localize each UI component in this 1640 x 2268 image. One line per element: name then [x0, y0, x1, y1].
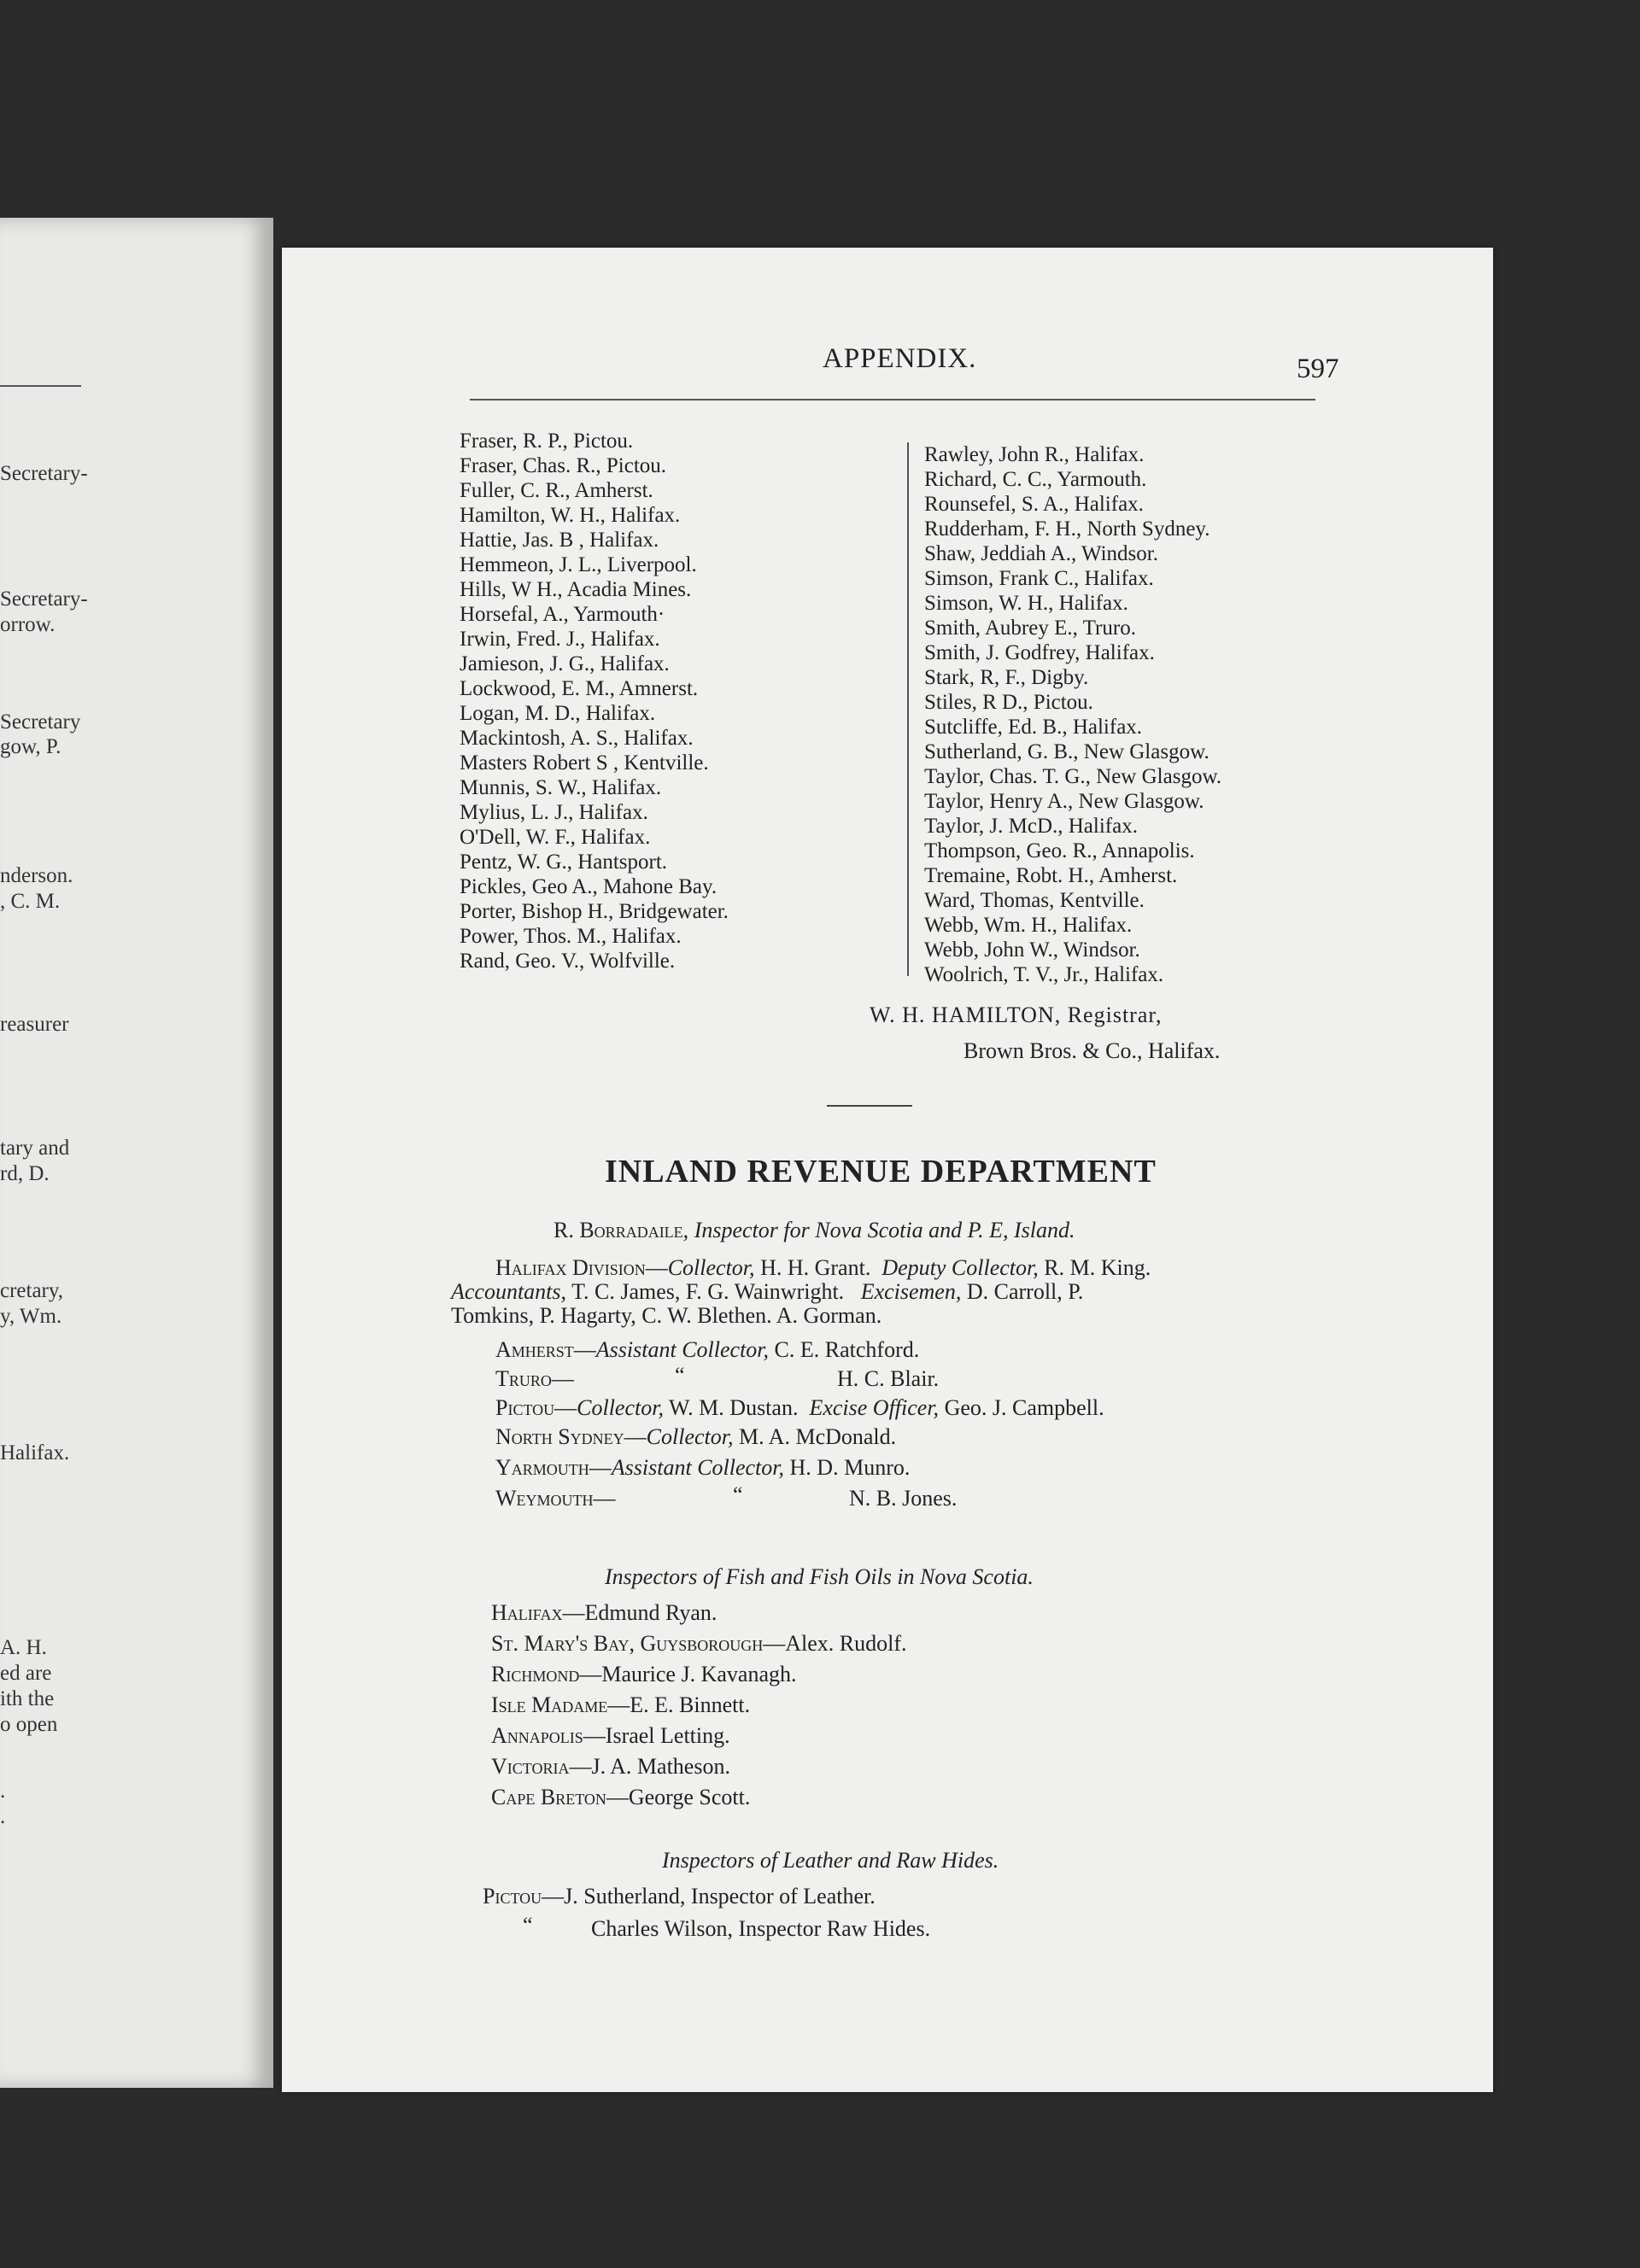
- station-role: Assistant Collector,: [595, 1337, 770, 1362]
- header-rule: [470, 399, 1315, 400]
- accountants-label: Accountants,: [451, 1279, 567, 1304]
- left-fragment: A. H.: [0, 1636, 47, 1659]
- left-fragment: nderson.: [0, 864, 73, 887]
- station-officer: M. A. McDonald.: [739, 1424, 897, 1449]
- inspector-name: E. E. Binnett.: [630, 1692, 751, 1717]
- left-fragment: cretary,: [0, 1279, 64, 1302]
- station-officer: N. B. Jones.: [849, 1486, 958, 1511]
- excisemen-names: D. Carroll, P.: [966, 1279, 1084, 1304]
- list-item: [491, 1631, 907, 1657]
- left-fragment: ed are: [0, 1662, 52, 1685]
- station-north-sydney: [495, 1424, 896, 1450]
- inspector-entry: Charles Wilson, Inspector Raw Hides.: [591, 1916, 931, 1941]
- list-item: Webb, Wm. H., Halifax.: [924, 914, 1133, 937]
- list-item: Hamilton, W. H., Halifax.: [460, 504, 681, 527]
- list-item: Woolrich, T. V., Jr., Halifax.: [924, 963, 1164, 986]
- left-fragment: .: [0, 1780, 6, 1803]
- list-item: Munnis, S. W., Halifax.: [460, 776, 662, 799]
- inspector-name: Alex. Rudolf.: [785, 1631, 907, 1656]
- place-name: Isle Madame—: [491, 1692, 630, 1717]
- inspector-line: [554, 1218, 1075, 1243]
- station-pictou: [495, 1395, 1104, 1421]
- list-item: Shaw, Jeddiah A., Windsor.: [924, 542, 1158, 565]
- member-list-left: [460, 429, 729, 973]
- left-fragment: orrow.: [0, 613, 56, 636]
- list-item: Hemmeon, J. L., Liverpool.: [460, 553, 697, 576]
- inspector-name: J. A. Matheson.: [591, 1754, 730, 1779]
- list-item: Richard, C. C., Yarmouth.: [924, 468, 1147, 491]
- left-fragment: rd, D.: [0, 1162, 50, 1185]
- list-item: Fraser, R. P., Pictou.: [460, 430, 634, 453]
- list-item: [483, 1884, 876, 1909]
- appendix-page: [282, 248, 1493, 2092]
- list-item: Rounsefel, S. A., Halifax.: [924, 493, 1144, 516]
- list-item: Horsefal, A., Yarmouth·: [460, 603, 665, 626]
- left-fragment: gow, P.: [0, 735, 62, 758]
- list-item: Pentz, W. G., Hantsport.: [460, 850, 668, 874]
- ditto-mark: “: [675, 1363, 685, 1388]
- accountants-line: [451, 1279, 1083, 1305]
- list-item: Smith, Aubrey E., Truro.: [924, 617, 1136, 640]
- left-fragment: ith the: [0, 1687, 55, 1710]
- station-role: Assistant Collector,: [611, 1455, 785, 1480]
- excise-officer-name: Geo. J. Campbell.: [944, 1395, 1104, 1420]
- ditto-mark: “: [733, 1482, 743, 1507]
- place-name: Halifax—: [491, 1600, 585, 1625]
- list-item: Sutherland, G. B., New Glasgow.: [924, 740, 1210, 763]
- deputy-name: R. M. King.: [1044, 1255, 1151, 1280]
- station-weymouth: [495, 1486, 616, 1511]
- list-item: Taylor, J. McD., Halifax.: [924, 815, 1138, 838]
- left-page-rule: [0, 385, 81, 387]
- list-item: Taylor, Chas. T. G., New Glasgow.: [924, 765, 1222, 788]
- list-item: Tremaine, Robt. H., Amherst.: [924, 864, 1178, 887]
- list-item: Rawley, John R., Halifax.: [924, 443, 1145, 466]
- registrar-signature: W. H. HAMILTON, Registrar,: [870, 1002, 1163, 1027]
- division-name: Halifax Division—: [495, 1255, 668, 1280]
- list-item: [491, 1754, 730, 1780]
- member-list-right: [924, 442, 1221, 987]
- leather-inspectors-heading: Inspectors of Leather and Raw Hides.: [662, 1848, 999, 1873]
- station-officer: H. C. Blair.: [837, 1366, 940, 1391]
- station-place: Pictou—: [495, 1395, 577, 1420]
- list-item: Rand, Geo. V., Wolfville.: [460, 950, 676, 973]
- list-item: [491, 1692, 750, 1718]
- list-item: Sutcliffe, Ed. B., Halifax.: [924, 716, 1143, 739]
- list-item: Pickles, Geo A., Mahone Bay.: [460, 875, 718, 898]
- list-item: [491, 1600, 717, 1626]
- inspector-name: Israel Letting.: [605, 1723, 730, 1748]
- list-item: Logan, M. D., Halifax.: [460, 702, 656, 725]
- list-item: Simson, W. H., Halifax.: [924, 592, 1128, 615]
- station-place: Truro—: [495, 1366, 574, 1391]
- station-role: Collector,: [646, 1424, 734, 1449]
- section-rule: [827, 1105, 912, 1107]
- deputy-label: Deputy Collector,: [882, 1255, 1039, 1280]
- list-item: Fraser, Chas. R., Pictou.: [460, 454, 667, 477]
- list-item: Rudderham, F. H., North Sydney.: [924, 517, 1210, 541]
- place-name: Pictou—: [483, 1884, 565, 1909]
- ditto-mark: “: [523, 1913, 533, 1938]
- station-place: Yarmouth—: [495, 1455, 612, 1480]
- place-name: Cape Breton—: [491, 1785, 629, 1809]
- list-item: Power, Thos. M., Halifax.: [460, 925, 682, 948]
- list-item: Webb, John W., Windsor.: [924, 938, 1140, 962]
- list-item: Irwin, Fred. J., Halifax.: [460, 628, 660, 651]
- list-item: Smith, J. Godfrey, Halifax.: [924, 641, 1155, 664]
- list-item: [491, 1723, 730, 1749]
- left-fragment: , C. M.: [0, 890, 61, 913]
- left-fragment: o open: [0, 1713, 58, 1736]
- station-officer: W. M. Dustan.: [669, 1395, 799, 1420]
- list-item: Masters Robert S , Kentville.: [460, 751, 709, 775]
- station-role: Collector,: [577, 1395, 664, 1420]
- collector-name: H. H. Grant.: [760, 1255, 871, 1280]
- list-item: Taylor, Henry A., New Glasgow.: [924, 790, 1204, 813]
- list-item: Fuller, C. R., Amherst.: [460, 479, 653, 502]
- left-fragment: y, Wm.: [0, 1305, 62, 1328]
- list-item: Hills, W H., Acadia Mines.: [460, 578, 692, 601]
- left-fragment: Secretary: [0, 710, 81, 734]
- list-item: Stark, R, F., Digby.: [924, 666, 1089, 689]
- left-fragment: Halifax.: [0, 1441, 70, 1464]
- list-item: Stiles, R D., Pictou.: [924, 691, 1093, 714]
- list-item: Jamieson, J. G., Halifax.: [460, 652, 670, 675]
- list-item: [491, 1662, 796, 1687]
- list-item: Hattie, Jas. B , Halifax.: [460, 529, 659, 552]
- list-item: Mylius, L. J., Halifax.: [460, 801, 648, 824]
- list-item: Simson, Frank C., Halifax.: [924, 567, 1154, 590]
- inspector-name: Edmund Ryan.: [584, 1600, 718, 1625]
- running-head: APPENDIX.: [823, 343, 977, 374]
- halifax-division-line: [495, 1255, 1151, 1281]
- left-fragment: Secretary-: [0, 587, 88, 611]
- place-name: Annapolis—: [491, 1723, 606, 1748]
- station-truro: [495, 1366, 574, 1392]
- station-officer: C. E. Ratchford.: [774, 1337, 920, 1362]
- fish-inspectors-heading: Inspectors of Fish and Fish Oils in Nova Scotia.: [605, 1564, 1034, 1589]
- place-name: St. Mary's Bay, Guysborough—: [491, 1631, 786, 1656]
- excisemen-continued: Tomkins, P. Hagarty, C. W. Blethen. A. Gorman.: [451, 1303, 882, 1328]
- list-item: Thompson, Geo. R., Annapolis.: [924, 839, 1195, 862]
- left-fragment: .: [0, 1805, 6, 1828]
- list-item: O'Dell, W. F., Halifax.: [460, 826, 651, 849]
- left-fragment: Secretary-: [0, 462, 88, 485]
- publisher-line: Brown Bros. & Co., Halifax.: [964, 1038, 1221, 1063]
- inspector-name: George Scott.: [628, 1785, 751, 1809]
- place-name: Richmond—: [491, 1662, 602, 1686]
- list-item: Mackintosh, A. S., Halifax.: [460, 727, 694, 750]
- inspector-role: Inspector for Nova Scotia and P. E, Island.: [694, 1218, 1075, 1242]
- collector-label: Collector,: [667, 1255, 755, 1280]
- column-divider: [907, 442, 909, 976]
- excisemen-label: Excisemen,: [860, 1279, 962, 1304]
- page-number: 597: [1297, 354, 1339, 384]
- excise-officer-label: Excise Officer,: [809, 1395, 940, 1420]
- place-name: Victoria—: [491, 1754, 592, 1779]
- left-fragment: reasurer: [0, 1013, 69, 1036]
- accountants-names: T. C. James, F. G. Wainwright.: [571, 1279, 845, 1304]
- inspector-name: R. Borradaile,: [554, 1218, 689, 1242]
- station-place: Amherst—: [495, 1337, 596, 1362]
- station-amherst: [495, 1337, 919, 1363]
- station-officer: H. D. Munro.: [789, 1455, 911, 1480]
- department-title: INLAND REVENUE DEPARTMENT: [605, 1154, 1157, 1190]
- list-item: Lockwood, E. M., Amnerst.: [460, 677, 699, 700]
- station-yarmouth: [495, 1455, 910, 1481]
- left-fragment: tary and: [0, 1137, 70, 1160]
- station-place: North Sydney—: [495, 1424, 647, 1449]
- station-place: Weymouth—: [495, 1486, 616, 1511]
- list-item: Ward, Thomas, Kentville.: [924, 889, 1145, 912]
- list-item: Porter, Bishop H., Bridgewater.: [460, 900, 729, 923]
- list-item: [491, 1785, 750, 1810]
- left-page-fragment: [0, 218, 273, 2088]
- inspector-name: Maurice J. Kavanagh.: [601, 1662, 797, 1686]
- inspector-entry: J. Sutherland, Inspector of Leather.: [564, 1884, 876, 1909]
